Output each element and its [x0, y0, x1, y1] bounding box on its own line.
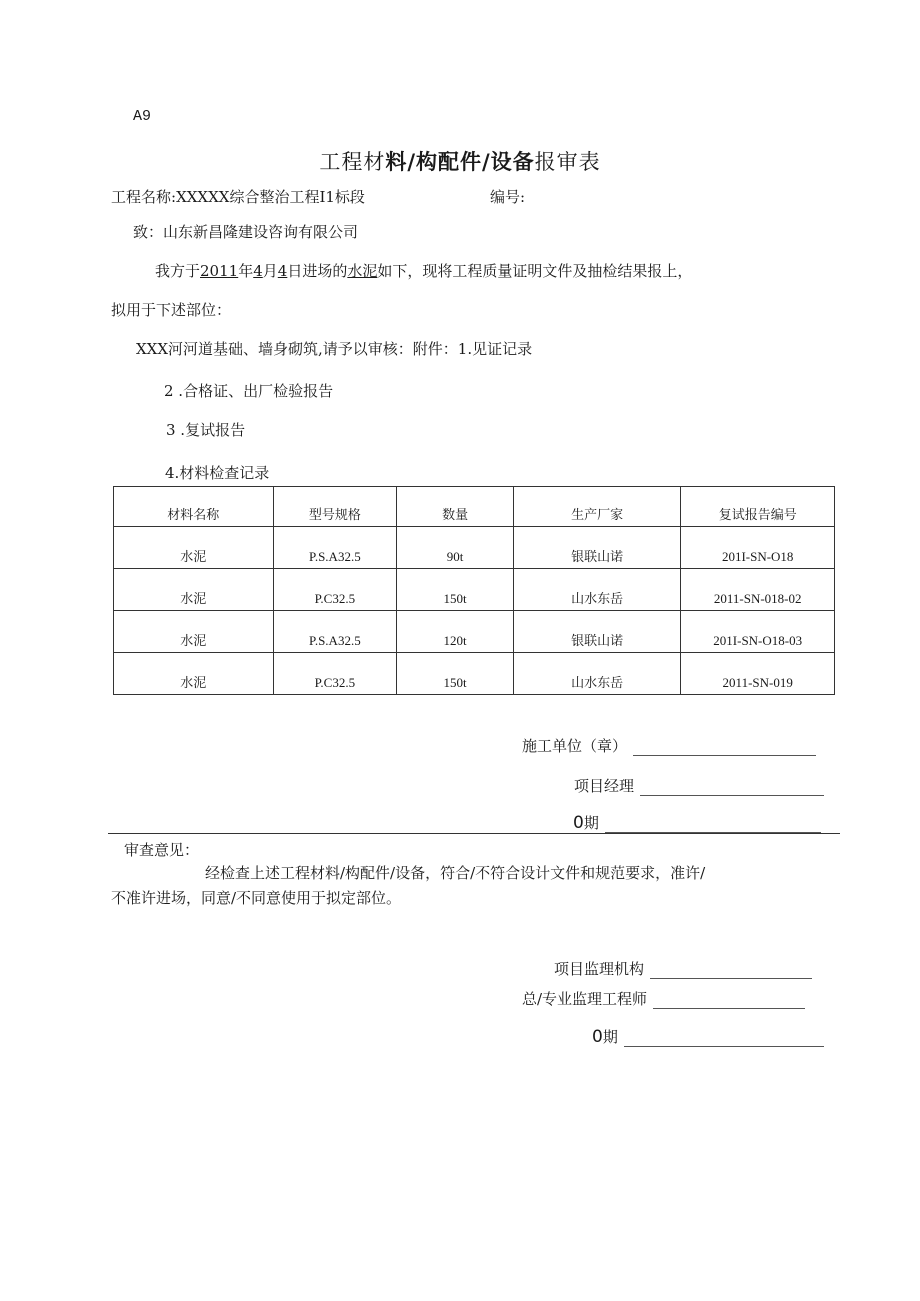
table-cell: P.C32.5	[273, 653, 397, 695]
body-text: 日进场的	[287, 262, 348, 280]
material-name: 水泥	[347, 262, 378, 280]
table-header: 数量	[397, 487, 514, 527]
contractor-date-prefix: 0	[573, 813, 584, 833]
table-header: 复试报告编号	[681, 487, 835, 527]
table-header: 材料名称	[114, 487, 274, 527]
table-cell: P.S.A32.5	[273, 527, 397, 569]
table-row	[114, 653, 835, 695]
project-manager-blank[interactable]	[640, 781, 824, 796]
table-cell: 150t	[397, 569, 514, 611]
body-text: 年	[238, 262, 254, 280]
table-header: 型号规格	[273, 487, 397, 527]
table-row	[114, 611, 835, 653]
body-paragraph-3: XXX河河道基础、墙身砌筑,请予以审核：附件：1.见证记录	[136, 340, 533, 358]
project-manager-label: 项目经理	[574, 777, 635, 795]
table-header-row	[114, 487, 835, 527]
supervising-engineer-line	[522, 988, 805, 1009]
table-cell: 90t	[397, 527, 514, 569]
supervising-engineer-label: 总/专业监理工程师	[522, 990, 648, 1008]
table-header: 生产厂家	[513, 487, 680, 527]
project-line	[111, 186, 365, 207]
contractor-unit-label: 施工单位（章）	[522, 737, 628, 755]
table-cell: 水泥	[114, 569, 274, 611]
table-row	[114, 527, 835, 569]
entry-year: 2011	[200, 262, 239, 280]
section-divider	[108, 833, 840, 834]
table-cell: 2011-SN-018-02	[681, 569, 835, 611]
supervisor-date-prefix: 0	[592, 1027, 603, 1047]
review-heading: 审查意见：	[124, 841, 200, 859]
table-cell: 山水东岳	[513, 569, 680, 611]
supervision-org-blank[interactable]	[650, 964, 812, 979]
contractor-unit-blank[interactable]	[633, 741, 816, 756]
supervisor-date-label: 期	[602, 1028, 618, 1046]
material-table	[113, 486, 835, 695]
attachment-2: 2 .合格证、出厂检验报告	[164, 382, 334, 400]
supervision-org-line	[554, 958, 812, 979]
body-text: 我方于	[155, 262, 201, 280]
title-part-1: 工程材	[319, 150, 386, 174]
table-cell: 水泥	[114, 653, 274, 695]
project-number-label: 编号:	[490, 188, 526, 206]
title-part-2: 料/构配件/设备	[385, 149, 535, 174]
title-part-3: 报审表	[534, 150, 601, 174]
supervisor-date-line	[592, 1026, 824, 1047]
body-text: 如下，现将工程质量证明文件及抽检结果报上，	[377, 262, 693, 280]
supervising-engineer-blank[interactable]	[653, 994, 805, 1009]
body-paragraph-1	[155, 260, 692, 281]
body-paragraph-2: 拟用于下述部位：	[111, 301, 232, 319]
attachment-4: 4.材料检查记录	[165, 464, 270, 482]
review-line-2: 不准许进场，同意/不同意使用于拟定部位。	[111, 889, 402, 907]
table-cell: 银联山诺	[513, 527, 680, 569]
contractor-date-label: 期	[583, 814, 599, 832]
entry-day: 4	[277, 262, 288, 280]
table-cell: P.C32.5	[273, 569, 397, 611]
table-cell: 201I-SN-O18-03	[681, 611, 835, 653]
supervision-org-label: 项目监理机构	[554, 960, 645, 978]
review-line-1: 经检查上述工程材料/构配件/设备，符合/不符合设计文件和规范要求，准许/	[205, 864, 706, 882]
table-cell: 201I-SN-O18	[681, 527, 835, 569]
body-text: 月	[262, 262, 278, 280]
attachment-3: 3 .复试报告	[166, 421, 246, 439]
page-title	[0, 146, 920, 176]
table-row	[114, 569, 835, 611]
table-cell: 水泥	[114, 611, 274, 653]
contractor-date-blank[interactable]	[605, 818, 821, 833]
table-cell: 银联山诺	[513, 611, 680, 653]
contractor-date-line	[573, 812, 821, 833]
table-cell: 山水东岳	[513, 653, 680, 695]
supervisor-date-blank[interactable]	[624, 1032, 824, 1047]
table-cell: 150t	[397, 653, 514, 695]
entry-month: 4	[253, 262, 263, 280]
project-name-label: 工程名称:	[111, 188, 177, 206]
table-cell: 2011-SN-019	[681, 653, 835, 695]
to-line: 致：山东新昌隆建设咨询有限公司	[133, 223, 359, 241]
table-cell: 水泥	[114, 527, 274, 569]
contractor-unit-line	[522, 735, 816, 756]
table-cell: 120t	[397, 611, 514, 653]
project-name: XXXXX综合整治工程I1标段	[176, 188, 365, 206]
project-manager-line	[574, 775, 824, 796]
form-code: A9	[133, 108, 152, 125]
table-cell: P.S.A32.5	[273, 611, 397, 653]
